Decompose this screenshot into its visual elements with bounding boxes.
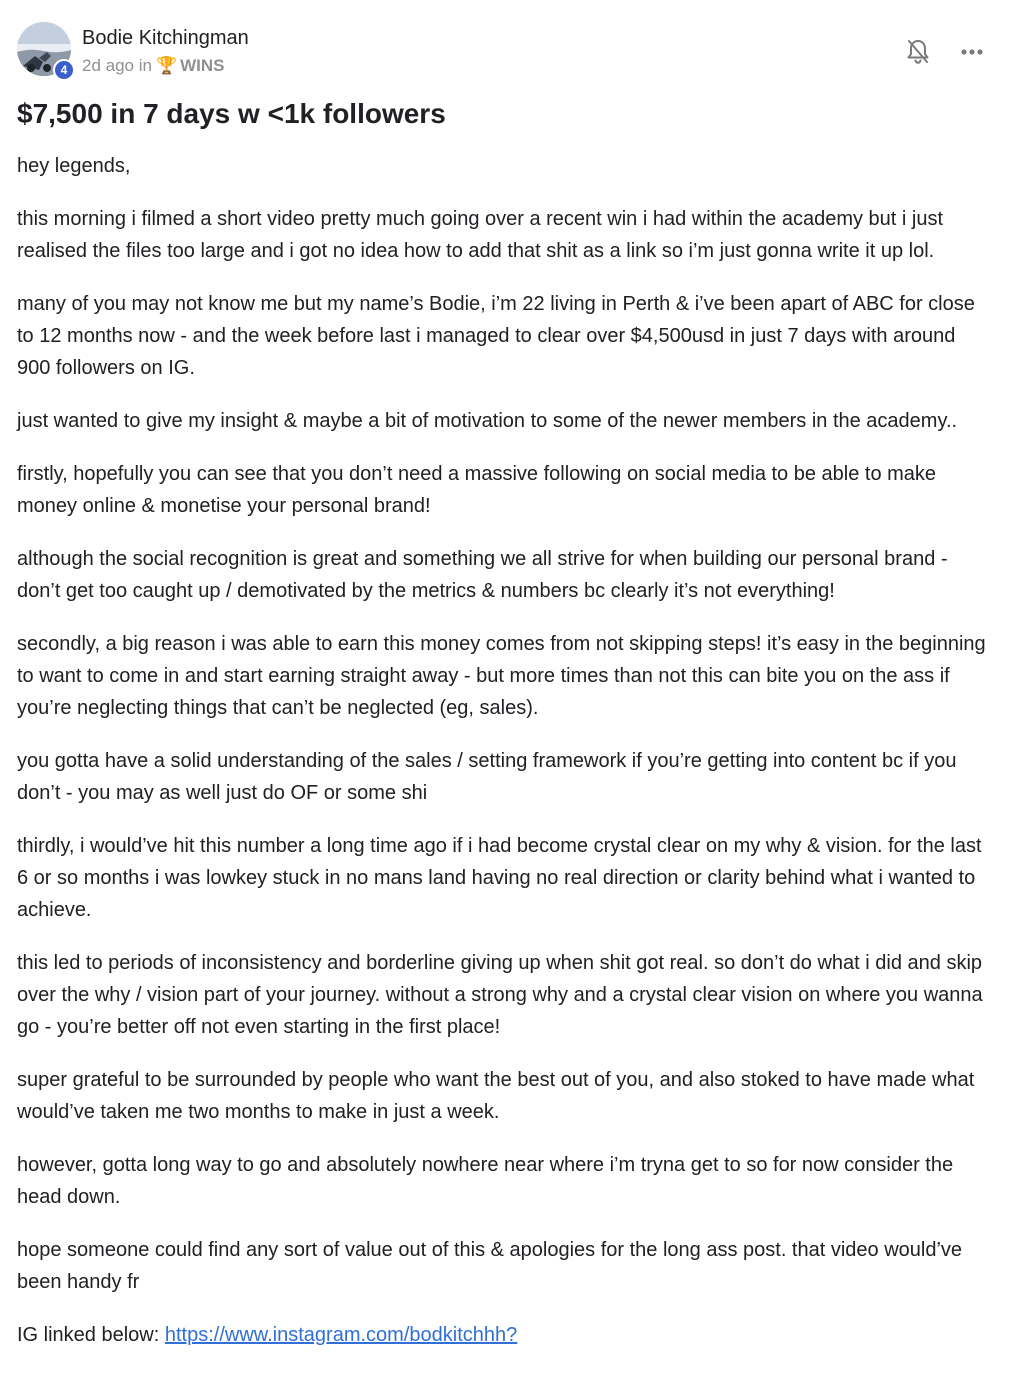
post-body: [17, 150, 992, 1372]
post-paragraph: just wanted to give my insight & maybe a bit of motivation to some of the newer members in the academy..: [17, 410, 958, 432]
post-paragraph: although the social recognition is great and something we all strive for when building our personal brand - don’t get too caught up / demotivated by the metrics & numbers bc clearly it’s not everything!: [17, 548, 948, 602]
trophy-icon: 🏆: [155, 56, 178, 75]
post-paragraph: thirdly, i would’ve hit this number a long time ago if i had become crystal clear on my why & vision. for the last 6 or so months i was lowkey stuck in no mans land having no real direction or clarity behind what i wanted to achieve.: [17, 835, 982, 921]
post-paragraph: secondly, a big reason i was able to earn this money comes from not skipping steps! it’s easy in the beginning to want to come in and start earning straight away - but more times than not this can bite you on the ass if you’re neglecting things that can’t be neglected (eg, sales).: [17, 633, 986, 719]
instagram-link[interactable]: https://www.instagram.com/bodkitchhh?: [164, 1324, 518, 1346]
author-avatar-container[interactable]: [17, 22, 71, 78]
post-paragraph: you gotta have a solid understanding of the sales / setting framework if you’re getting into content bc if you don’t - you may as well just do OF or some shi: [17, 750, 957, 804]
post-header: [17, 22, 986, 82]
post-paragraph: firstly, hopefully you can see that you don’t need a massive following on social media to be able to make money online & monetise your personal brand!: [17, 463, 937, 517]
post-title: $7,500 in 7 days w <1k followers: [17, 98, 446, 129]
author-name[interactable]: Bodie Kitchingman: [82, 27, 249, 49]
post-paragraph: many of you may not know me but my name’s Bodie, i’m 22 living in Perth & i’ve been apart of ABC for close to 12 months now - and the week before last i managed to clear over $4,500usd in just 7 days with around 900 followers on IG.: [17, 293, 975, 379]
post-paragraph: super grateful to be surrounded by people who want the best out of you, and also stoked to have made what would’ve taken me two months to make in just a week.: [17, 1069, 975, 1123]
level-badge: 4: [53, 59, 75, 81]
instagram-link-line: [17, 1319, 992, 1351]
post-actions: [904, 36, 986, 68]
post-category[interactable]: WINS: [180, 56, 225, 75]
post-in-label: in: [138, 56, 152, 75]
more-horizontal-icon[interactable]: [958, 36, 986, 68]
post-paragraph: hey legends,: [17, 155, 131, 177]
post-paragraph: however, gotta long way to go and absolutely nowhere near where i’m tryna get to so for now consider the head down.: [17, 1154, 954, 1208]
link-prefix: IG linked below:: [17, 1324, 160, 1346]
post-meta: [82, 56, 225, 76]
post-paragraph: this led to periods of inconsistency and borderline giving up when shit got real. so don’t do what i did and skip over the why / vision part of your journey. without a strong why and a crystal clear vision on where you wanna go - you’re better off not even starting in the first place!: [17, 952, 983, 1038]
post-paragraph: this morning i filmed a short video pretty much going over a recent win i had within the academy but i just realised the files too large and i got no idea how to add that shit as a link so i’m just gonna write it up lol.: [17, 208, 944, 262]
post-paragraph: hope someone could find any sort of value out of this & apologies for the long ass post. that video would’ve been handy fr: [17, 1239, 963, 1293]
bell-off-icon[interactable]: [904, 36, 932, 68]
post-time: 2d ago: [82, 56, 134, 75]
